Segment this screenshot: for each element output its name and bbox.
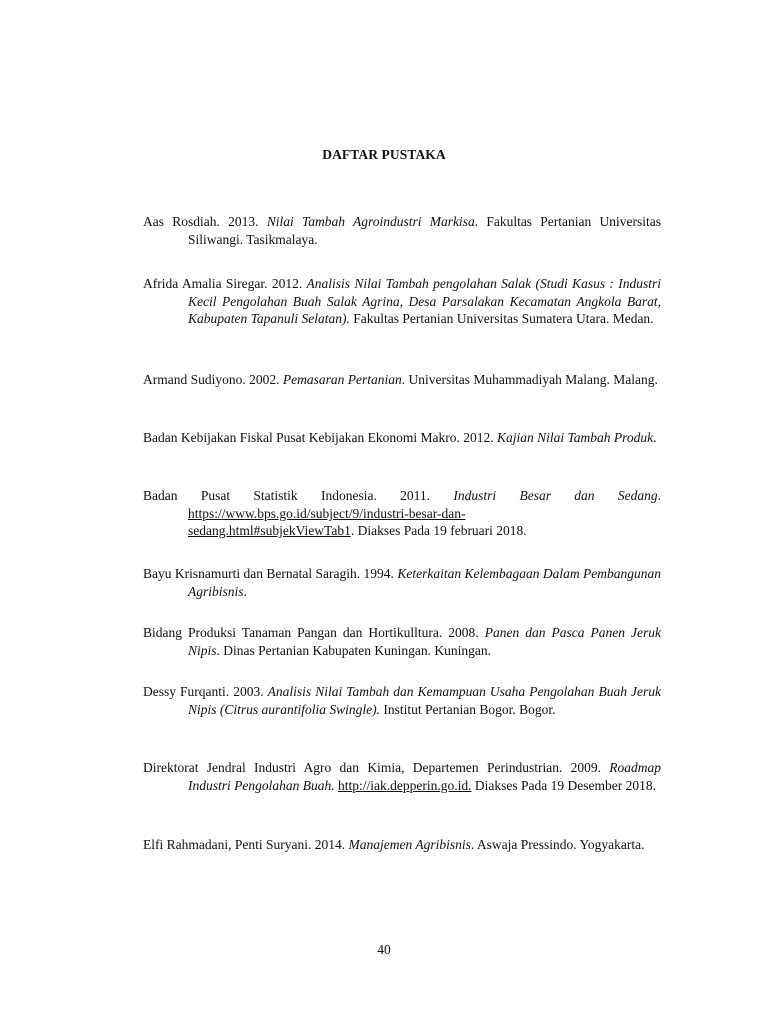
reference-publisher: . Dinas Pertanian Kabupaten Kuningan. Kuningan. [216,642,491,658]
reference-publisher: . Fakultas Pertanian Universitas Siliwangi. Tasikmalaya. [188,214,661,247]
reference-entry [143,624,661,659]
reference-authors-year: Bayu Krisnamurti dan Bernatal Saragih. 1994. [143,566,398,581]
reference-entry [143,275,661,328]
reference-entry [143,683,661,718]
reference-publisher: . Aswaja Pressindo. Yogyakarta. [470,837,645,852]
page-number: 40 [377,942,391,957]
reference-link[interactable]: http://iak.depperin.go.id. [338,777,472,793]
reference-title: Analisis Nilai Tambah pengolahan Salak (Studi Kasus : Industri Kecil Pengolahan Buah Salak Agrina, Desa Parsalakan Kecamatan Angkola Barat, Kabupaten Tapanuli Selatan). [188,276,661,327]
reference-title: Industri Besar dan Sedang [453,488,658,503]
reference-title: Analisis Nilai Tambah dan Kemampuan Usaha Pengolahan Buah Jeruk Nipis (Citrus aurantifolia Swingle). [188,684,661,717]
reference-authors-year: Armand Sudiyono. 2002. [143,372,283,387]
reference-authors-year: Dessy Furqanti. 2003. [143,684,268,699]
reference-entry [143,371,661,389]
reference-entry [143,429,661,447]
reference-title: Nilai Tambah Agroindustri Markisa [266,214,475,229]
reference-title: Pemasaran Pertanian [282,372,402,387]
reference-link[interactable]: https://www.bps.go.id/subject/9/industri-besar-dan- [188,505,466,521]
reference-title: Panen dan Pasca Panen Jeruk Nipis [188,625,662,658]
reference-entry [143,565,661,600]
reference-title: Roadmap Industri Pengolahan Buah. [188,760,661,793]
reference-authors-year: Aas Rosdiah. 2013. [143,214,267,229]
reference-separator: . [657,488,661,503]
reference-authors-year: Afrida Amalia Siregar. 2012. [143,276,307,291]
page-title: DAFTAR PUSTAKA [322,147,446,162]
reference-publisher: Fakultas Pertanian Universitas Sumatera Utara. Medan. [349,311,654,327]
reference-link-continued[interactable]: sedang.html#subjekViewTab1 [188,523,351,539]
reference-title: Kajian Nilai Tambah Produk [496,430,654,445]
reference-title: Manajemen Agribisnis [348,837,471,852]
reference-publisher: Institut Pertanian Bogor. Bogor. [380,701,556,717]
reference-entry [143,487,661,540]
reference-publisher: . Universitas Muhammadiyah Malang. Malang. [401,372,658,387]
reference-entry [143,836,661,854]
reference-authors-year: Direktorat Jendral Industri Agro dan Kimia, Departemen Perindustrian. 2009. [143,760,610,775]
reference-title: Keterkaitan Kelembagaan Dalam Pembangunan Agribisnis [188,566,661,599]
reference-authors-year: Bidang Produksi Tanaman Pangan dan Hortikulltura. 2008. [143,625,485,640]
reference-entry [143,759,661,794]
reference-authors-year: Elfi Rahmadani, Penti Suryani. 2014. [143,837,349,852]
reference-access-date: Diakses Pada 19 Desember 2018. [471,777,656,793]
reference-authors-year: Badan Pusat Statistik Indonesia. 2011. [143,488,454,503]
reference-publisher: . [653,430,657,445]
reference-authors-year: Badan Kebijakan Fiskal Pusat Kebijakan Ekonomi Makro. 2012. [143,430,497,445]
reference-access-date: . Diakses Pada 19 februari 2018. [350,523,527,539]
reference-publisher: . [243,583,247,599]
reference-entry [143,213,661,248]
